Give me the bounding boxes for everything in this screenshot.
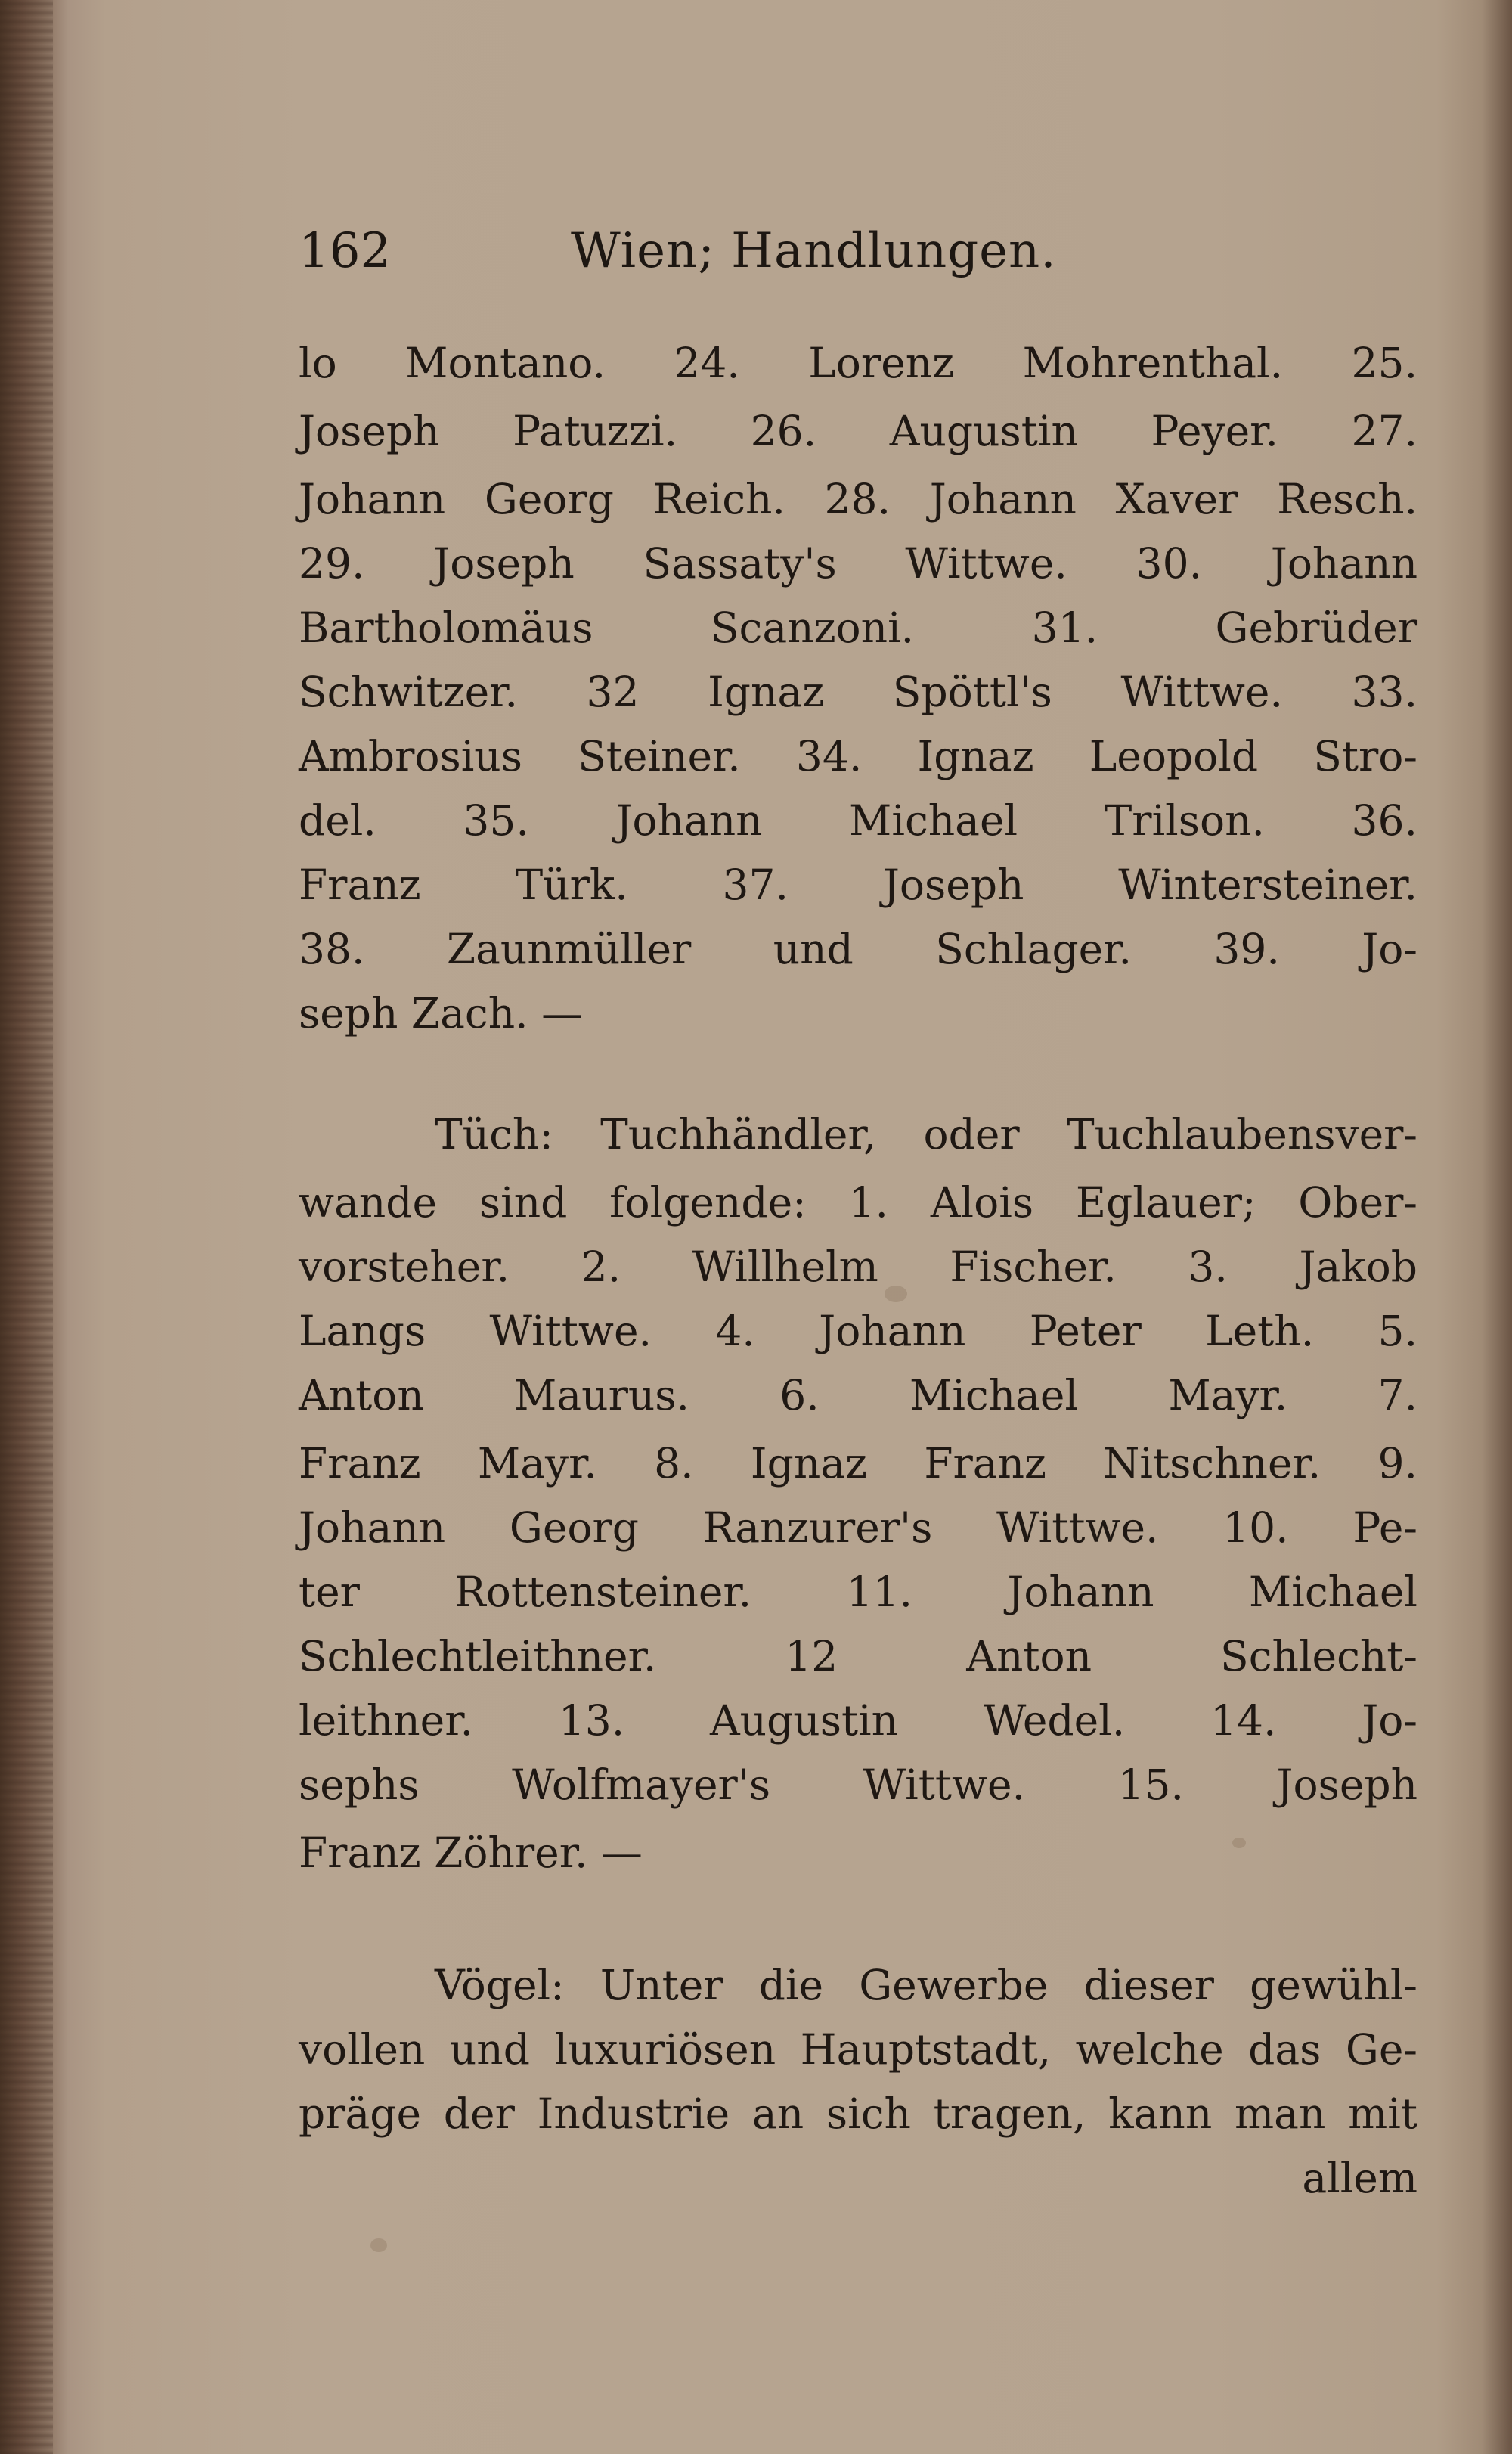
text-line: Johann Georg Ranzurer's Wittwe. 10. Pe-: [299, 1503, 1418, 1552]
catchword: allem: [1302, 2154, 1418, 2202]
text-line: vorsteher. 2. Willhelm Fischer. 3. Jakob: [299, 1243, 1418, 1291]
text-line: sephs Wolfmayer's Wittwe. 15. Joseph: [299, 1761, 1418, 1809]
text-line: lo Montano. 24. Lorenz Mohrenthal. 25.: [299, 339, 1418, 387]
text-line: Franz Türk. 37. Joseph Wintersteiner.: [299, 861, 1418, 909]
text-line: leithner. 13. Augustin Wedel. 14. Jo-: [299, 1696, 1418, 1745]
text-line: 29. Joseph Sassaty's Wittwe. 30. Johann: [299, 539, 1418, 588]
foxing-spot: [370, 2238, 387, 2252]
text-line: Vögel: Unter die Gewerbe dieser gewühl-: [435, 1961, 1418, 2009]
text-line: Tüch: Tuchhändler, oder Tuchlaubensver-: [435, 1110, 1418, 1159]
text-line: präge der Industrie an sich tragen, kann man mit: [299, 2089, 1418, 2138]
text-line: 38. Zaunmüller und Schlager. 39. Jo-: [299, 925, 1418, 973]
text-line: Johann Georg Reich. 28. Johann Xaver Resch.: [299, 475, 1418, 523]
text-line: Schwitzer. 32 Ignaz Spöttl's Wittwe. 33.: [299, 668, 1418, 716]
text-line: vollen und luxuriösen Hauptstadt, welche das Ge-: [299, 2025, 1418, 2074]
text-line: Anton Maurus. 6. Michael Mayr. 7.: [299, 1371, 1418, 1419]
text-line: wande sind folgende: 1. Alois Eglauer; Ober-: [299, 1178, 1418, 1227]
text-line: seph Zach. —: [299, 989, 584, 1038]
text-line: Schlechtleithner. 12 Anton Schlecht-: [299, 1632, 1418, 1680]
text-line: Franz Mayr. 8. Ignaz Franz Nitschner. 9.: [299, 1439, 1418, 1488]
text-line: del. 35. Johann Michael Trilson. 36.: [299, 796, 1418, 845]
book-binding-edge: [0, 0, 53, 2454]
page-number: 162: [299, 223, 392, 279]
text-line: Joseph Patuzzi. 26. Augustin Peyer. 27.: [299, 407, 1418, 455]
running-title: Wien; Handlungen.: [571, 223, 1057, 279]
page-header: [299, 216, 1433, 299]
text-line: Franz Zöhrer. —: [299, 1829, 643, 1877]
text-line: Langs Wittwe. 4. Johann Peter Leth. 5.: [299, 1307, 1418, 1355]
text-line: ter Rottensteiner. 11. Johann Michael: [299, 1568, 1418, 1616]
text-line: Ambrosius Steiner. 34. Ignaz Leopold Stro-: [299, 732, 1418, 780]
text-line: Bartholomäus Scanzoni. 31. Gebrüder: [299, 603, 1418, 652]
